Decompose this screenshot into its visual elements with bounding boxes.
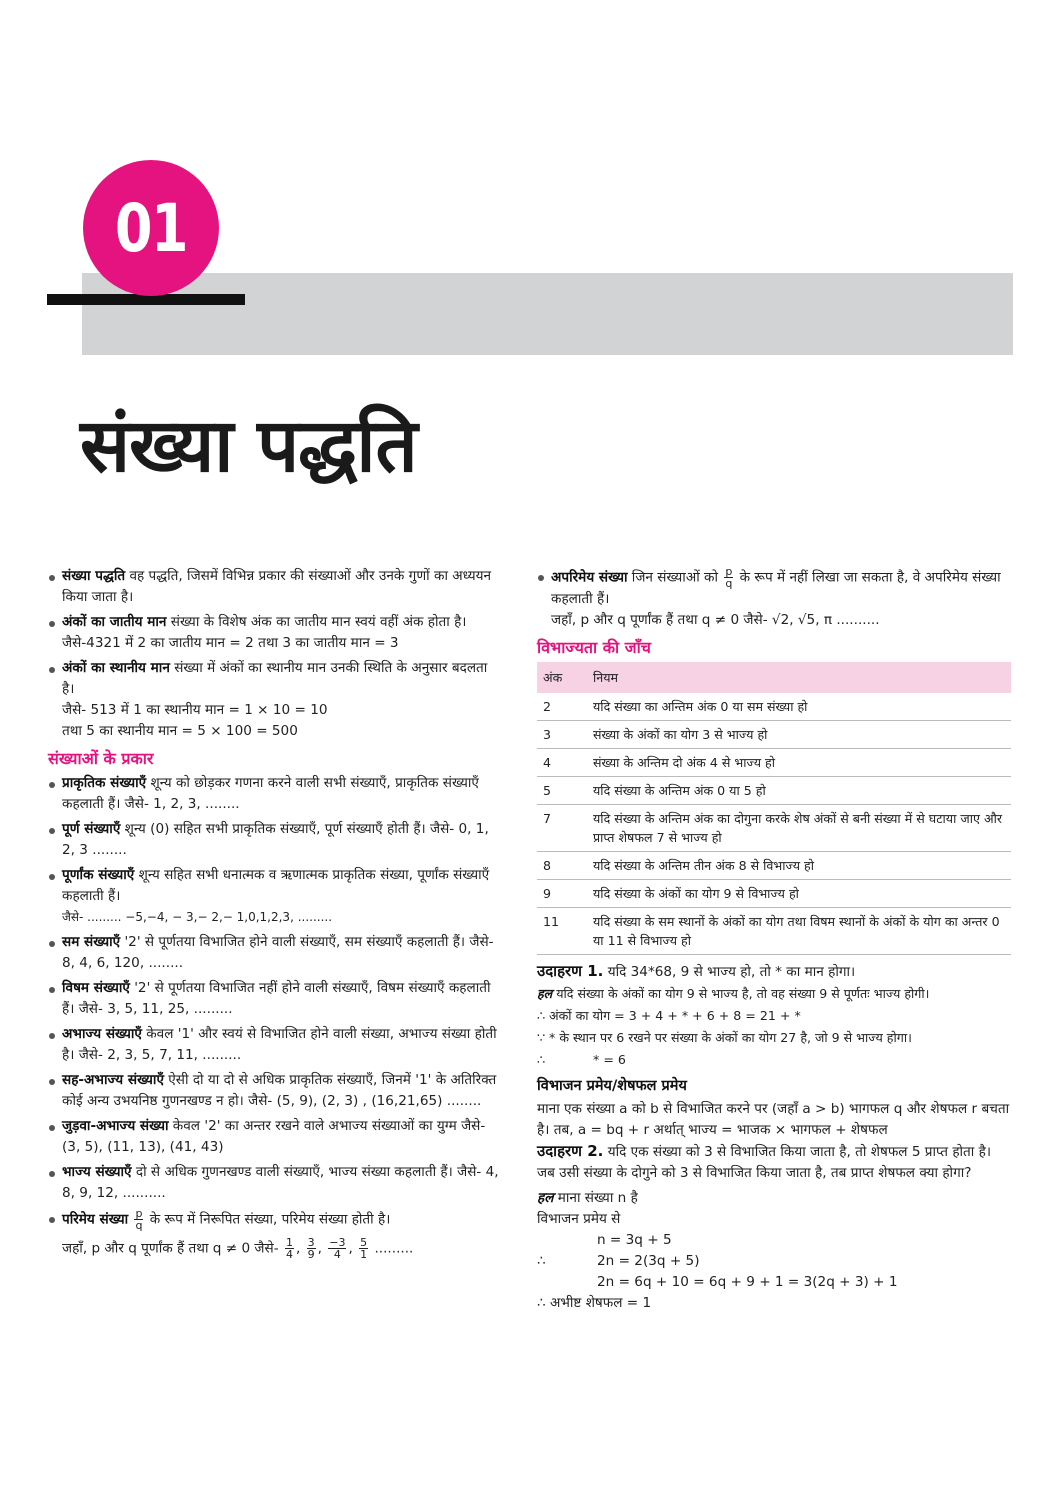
example-1: उदाहरण 1. यदि 34*68, 9 से भाज्य हो, तो * का मान होगा। हल यदि संख्या के अंकों का योग 9 से भाज्य है, तो वह संख्या 9 से पूर्णतः भाज्य होगी। ∴ अंकों का योग = 3 + 4 + * + 6 + 8 = 21 + * ∵ * के स्थान पर 6 रखने पर संख्या के अंकों का योग 27 है, जो 9 से भाज्य होगा। ∴ * = 6 [537, 962, 930, 1067]
left-column [48, 566, 500, 1264]
table-row: 4 संख्या के अन्तिम दो अंक 4 से भाज्य हो [537, 749, 1011, 777]
types-heading: संख्याओं के प्रकार [48, 749, 154, 768]
divisibility-table [537, 662, 1011, 955]
intro-item: संख्या पद्धति वह पद्धति, जिसमें विभिन्न प्रकार की संख्याओं और उनके गुणों का अध्ययन किया जाता है। [48, 566, 500, 608]
type-item: सम संख्याएँ '2' से पूर्णतया विभाजित होने वाली संख्याएँ, सम संख्याएँ कहलाती हैं। जैसे- 8, 4, 6, 120, ........ [48, 932, 500, 974]
chapter-header-band [82, 273, 1013, 355]
fraction: $\frac{1}{4}$ [285, 1236, 293, 1261]
type-item: सह-अभाज्य संख्याएँ ऐसी दो या दो से अधिक प्राकृतिक संख्याएँ, जिनमें '1' के अतिरिक्त कोई अन्य उभयनिष्ठ गुणनखण्ड न हो। जैसे- (5, 9), (2, 3) , (16,21,65) ........ [48, 1070, 500, 1112]
division-theorem: विभाजन प्रमेय/शेषफल प्रमेय माना एक संख्या a को b से विभाजित करने पर (जहाँ a > b) भागफल q और शेषफल r बचता है। तब, a = bq + r अर्थात् भाज्य = भाजक × भागफल + शेषफल [537, 1078, 1010, 1138]
table-row: 8 यदि संख्या के अन्तिम तीन अंक 8 से विभाज्य हो [537, 852, 1011, 880]
table-header-row: अंक नियम [537, 662, 1011, 693]
table-row: 7 यदि संख्या के अन्तिम अंक का दोगुना करके शेष अंकों से बनी संख्या में से घटाया जाए और प्राप्त शेषफल 7 से भाज्य हो [537, 805, 1011, 852]
rational-item: परिमेय संख्या $\frac{p}{q}$ के रूप में निरूपित संख्या, परिमेय संख्या होती है। जहाँ, p और q पूर्णांक हैं तथा q ≠ 0 जैसे- $\frac{1}{4}$ , $\frac{3}{9}$ , $\frac{-3}{4}$ , $\frac{5}{1}$ ......... [48, 1208, 500, 1260]
table-row: 9 यदि संख्या के अंकों का योग 9 से विभाज्य हो [537, 880, 1011, 908]
fraction: $\frac{5}{1}$ [360, 1236, 368, 1261]
chapter-title: संख्या पद्धति [80, 403, 417, 489]
type-item: जुड़वा-अभाज्य संख्या केवल '2' का अन्तर रखने वाले अभाज्य संख्याओं का युग्म जैसे- (3, 5), (11, 13), (41, 43) [48, 1116, 500, 1158]
right-column [537, 566, 1013, 1314]
fraction-p-q: $\frac{p}{q}$ [725, 565, 733, 590]
fraction: $\frac{-3}{4}$ [329, 1236, 346, 1261]
type-item: अभाज्य संख्याएँ केवल '1' और स्वयं से विभाजित होने वाली संख्या, अभाज्य संख्या होती है। जैसे- 2, 3, 5, 7, 11, ......... [48, 1024, 500, 1066]
table-row: 3 संख्या के अंकों का योग 3 से भाज्य हो [537, 721, 1011, 749]
type-item: प्राकृतिक संख्याएँ शून्य को छोड़कर गणना करने वाली सभी संख्याएँ, प्राकृतिक संख्याएँ कहलाती हैं। जैसे- 1, 2, 3, ........ [48, 773, 500, 815]
table-row: 2 यदि संख्या का अन्तिम अंक 0 या सम संख्या हो [537, 693, 1011, 721]
type-item: पूर्ण संख्याएँ शून्य (0) सहित सभी प्राकृतिक संख्याएँ, पूर्ण संख्याएँ होती हैं। जैसे- 0, 1, 2, 3 ........ [48, 819, 500, 861]
irrational-item: अपरिमेय संख्या जिन संख्याओं को $\frac{p}{q}$ के रूप में नहीं लिखा जा सकता है, वे अपरिमेय संख्या कहलाती हैं। जहाँ, p और q पूर्णांक हैं तथा q ≠ 0 जैसे- √2, √5, π .......... [537, 566, 1013, 631]
type-item: विषम संख्याएँ '2' से पूर्णतया विभाजित नहीं होने वाली संख्याएँ, विषम संख्याएँ कहलाती हैं। जैसे- 3, 5, 11, 25, ......... [48, 978, 500, 1020]
example-2: उदाहरण 2. यदि एक संख्या को 3 से विभाजित किया जाता है, तो शेषफल 5 प्राप्त होता है। जब उसी संख्या के दोगुने को 3 से विभाजित किया जाता है, तब प्राप्त शेषफल क्या होगा? हल माना संख्या n है विभाजन प्रमेय से n = 3q + 5 ∴ 2n = 2(3q + 5) 2n = 6q + 10 = 6q + 9 + 1 = 3(2q + 3) + 1 ∴ अभीष्ट शेषफल = 1 [537, 1142, 992, 1311]
fraction: $\frac{3}{9}$ [307, 1236, 315, 1261]
table-row: 5 यदि संख्या के अन्तिम अंक 0 या 5 हो [537, 777, 1011, 805]
chapter-number-badge [83, 160, 219, 296]
fraction-p-q: $\frac{p}{q}$ [135, 1207, 143, 1232]
type-item: पूर्णांक संख्याएँ शून्य सहित सभी धनात्मक व ऋणात्मक प्राकृतिक संख्या, पूर्णांक संख्याएँ कहलाती हैं। जैसे- ......... −5,−4, − 3,− 2,− 1,0,1,2,3, ......... [48, 865, 500, 928]
type-item: भाज्य संख्याएँ दो से अधिक गुणनखण्ड वाली संख्याएँ, भाज्य संख्या कहलाती हैं। जैसे- 4, 8, 9, 12, .......... [48, 1162, 500, 1204]
intro-item: अंकों का जातीय मान संख्या के विशेष अंक का जातीय मान स्वयं वहीं अंक होता है। जैसे-4321 में 2 का जातीय मान = 2 तथा 3 का जातीय मान = 3 [48, 612, 500, 654]
divisibility-heading: विभाज्यता की जाँच [537, 638, 651, 657]
intro-item: अंकों का स्थानीय मान संख्या में अंकों का स्थानीय मान उनकी स्थिति के अनुसार बदलता है। जैसे- 513 में 1 का स्थानीय मान = 1 × 10 = 10 तथा 5 का स्थानीय मान = 5 × 100 = 500 [48, 658, 500, 742]
chapter-number: 01 [114, 189, 188, 267]
table-row: 11 यदि संख्या के सम स्थानों के अंकों का योग तथा विषम स्थानों के अंकों के योग का अन्तर 0 या 11 से विभाज्य हो [537, 908, 1011, 955]
